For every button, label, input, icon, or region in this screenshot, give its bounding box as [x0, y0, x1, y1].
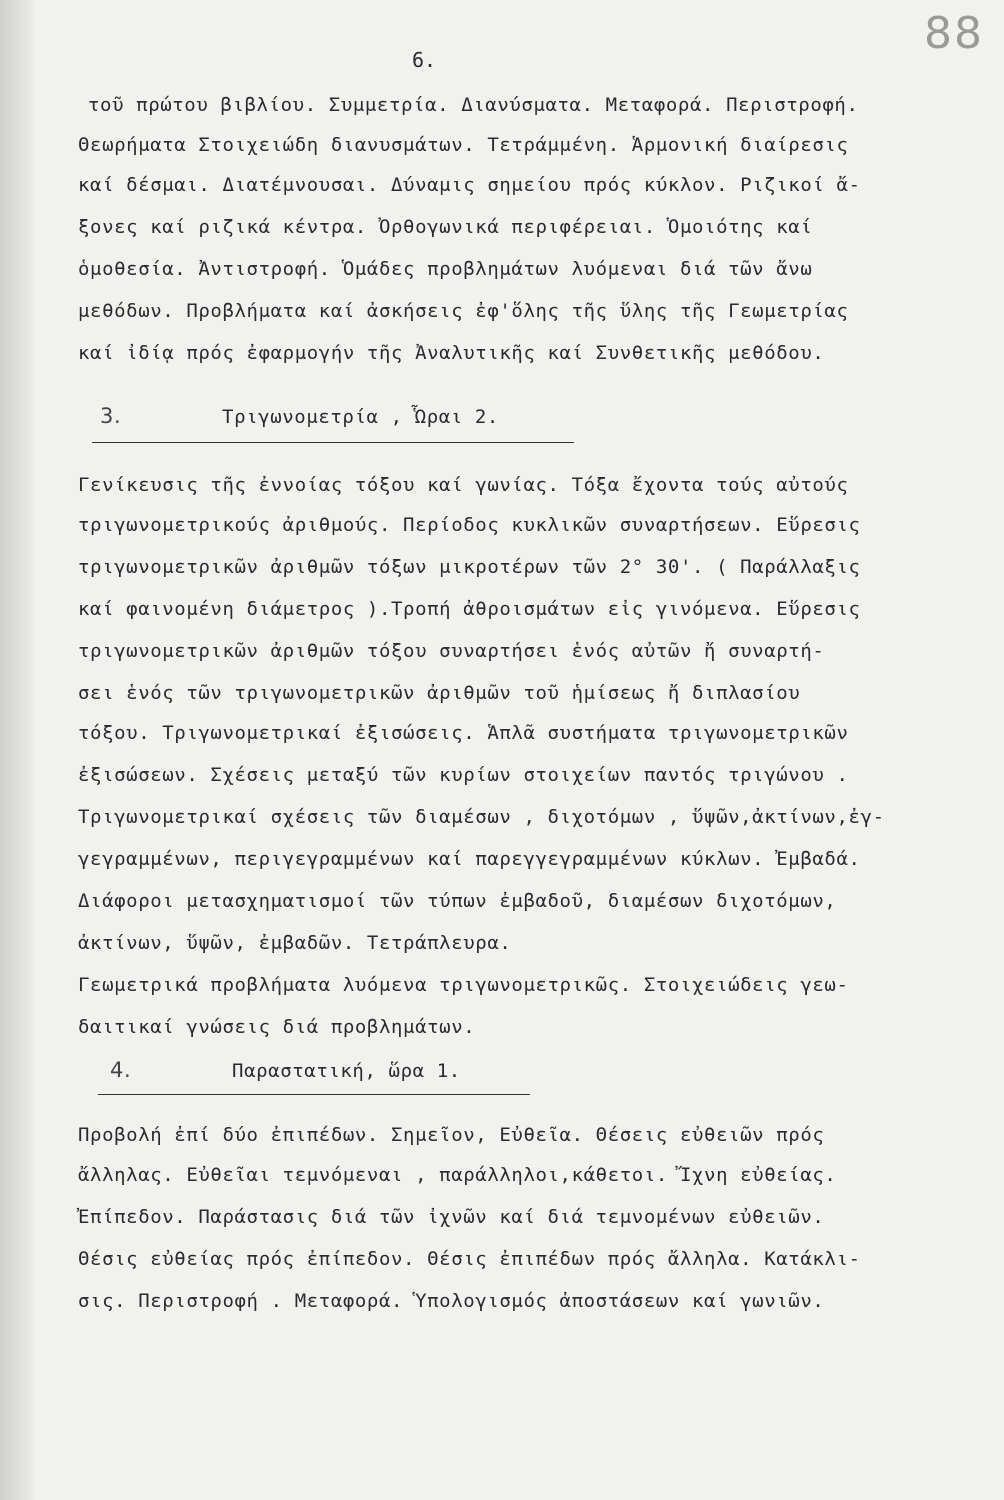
section-4-number: 4. — [110, 1058, 132, 1082]
text-line: ἐξισώσεων. Σχέσεις μεταξύ τῶν κυρίων στοιχείων παντός τριγώνου . — [78, 764, 849, 786]
text-line: τόξου. Τριγωνομετρικαί ἐξισώσεις. Ἁπλᾶ συστήματα τριγωνομετρικῶν — [78, 722, 849, 744]
text-line: ὁμοθεσία. Ἀντιστροφή. Ὁμάδες προβλημάτων λυόμεναι διά τῶν ἄνω — [78, 258, 813, 280]
text-line: ἀκτίνων, ὕψῶν, ἐμβαδῶν. Τετράπλευρα. — [78, 932, 512, 954]
section-3-heading — [100, 404, 499, 428]
text-line: γεγραμμένων, περιγεγραμμένων καί παρεγγεγραμμένων κύκλων. Ἐμβαδά. — [78, 848, 861, 870]
text-line: Ἐπίπεδον. Παράστασις διά τῶν ἰχνῶν καί διά τεμνομένων εὐθειῶν. — [78, 1206, 825, 1228]
text-line: Διάφοροι μετασχηματισμοί τῶν τύπων ἐμβαδοῦ, διαμέσων διχοτόμων, — [78, 890, 837, 912]
text-line: τοῦ πρώτου βιβλίου. Συμμετρία. Διανύσματα. Μεταφορά. Περιστροφή. — [88, 94, 859, 116]
text-line: καί ἰδίᾳ πρός ἐφαρμογήν τῆς Ἀναλυτικῆς καί Συνθετικῆς μεθόδου. — [78, 342, 825, 364]
text-line: καί φαινομένη διάμετρος ).Τροπή ἀθροισμάτων εἰς γινόμενα. Εὕρεσις — [78, 598, 861, 620]
text-line: τριγωνομετρικῶν ἀριθμῶν τόξων μικροτέρων τῶν 2° 30'. ( Παράλλαξις — [78, 556, 861, 578]
section-4-underline — [98, 1094, 530, 1095]
text-line: σει ἑνός τῶν τριγωνομετρικῶν ἀριθμῶν τοῦ ἡμίσεως ἤ διπλασίου — [78, 682, 801, 704]
text-line: ἄλληλας. Εὐθεῖαι τεμνόμεναι , παράλληλοι,κάθετοι. Ἴχνη εὐθείας. — [78, 1164, 837, 1186]
text-line: Θεωρήματα Στοιχειώδη διανυσμάτων. Τετράμμένη. Ἁρμονική διαίρεσις — [78, 134, 849, 156]
section-3-underline — [92, 442, 574, 443]
section-4-heading — [110, 1058, 461, 1082]
text-line: δαιτικαί γνώσεις διά προβλημάτων. — [78, 1016, 476, 1038]
text-line: Προβολή ἐπί δύο ἐπιπέδων. Σημεῖον, Εὐθεῖα. Θέσεις εὐθειῶν πρός — [78, 1124, 825, 1146]
text-line: Τριγωνομετρικαί σχέσεις τῶν διαμέσων , διχοτόμων , ὕψῶν,ἀκτίνων,ἐγ- — [78, 806, 885, 828]
section-3-title: Τριγωνομετρία , Ὧραι 2. — [222, 406, 499, 428]
section-4-title: Παραστατική, ὥρα 1. — [232, 1060, 461, 1082]
text-line: Γεωμετρικά προβλήματα λυόμενα τριγωνομετρικῶς. Στοιχειώδεις γεω- — [78, 974, 849, 996]
text-line: Γενίκευσις τῆς ἐννοίας τόξου καί γωνίας. Τόξα ἔχοντα τούς αὐτούς — [78, 474, 849, 496]
text-line: τριγωνομετρικούς ἀριθμούς. Περίοδος κυκλικῶν συναρτήσεων. Εὕρεσις — [78, 514, 861, 536]
text-line: σις. Περιστροφή . Μεταφορά. Ὑπολογισμός ἀποστάσεων καί γωνιῶν. — [78, 1290, 825, 1312]
text-line: καί δέσμαι. Διατέμνουσαι. Δύναμις σημείου πρός κύκλον. Ριζικοί ἄ- — [78, 174, 861, 196]
text-line: μεθόδων. Προβλήματα καί ἀσκήσεις ἐφ'ὅλης τῆς ὕλης τῆς Γεωμετρίας — [78, 300, 849, 322]
text-line: Θέσις εὐθείας πρός ἐπίπεδον. Θέσις ἐπιπέδων πρός ἄλληλα. Κατάκλι- — [78, 1248, 861, 1270]
page-number: 6. — [412, 48, 437, 72]
folio-number: 88 — [924, 8, 984, 59]
page-edge-shadow — [0, 0, 34, 1500]
text-line: τριγωνομετρικῶν ἀριθμῶν τόξου συναρτήσει ἑνός αὐτῶν ἤ συναρτή- — [78, 640, 825, 662]
text-line: ξονες καί ριζικά κέντρα. Ὀρθογωνικά περιφέρειαι. Ὁμοιότης καί — [78, 216, 813, 238]
section-3-number: 3. — [100, 404, 122, 428]
